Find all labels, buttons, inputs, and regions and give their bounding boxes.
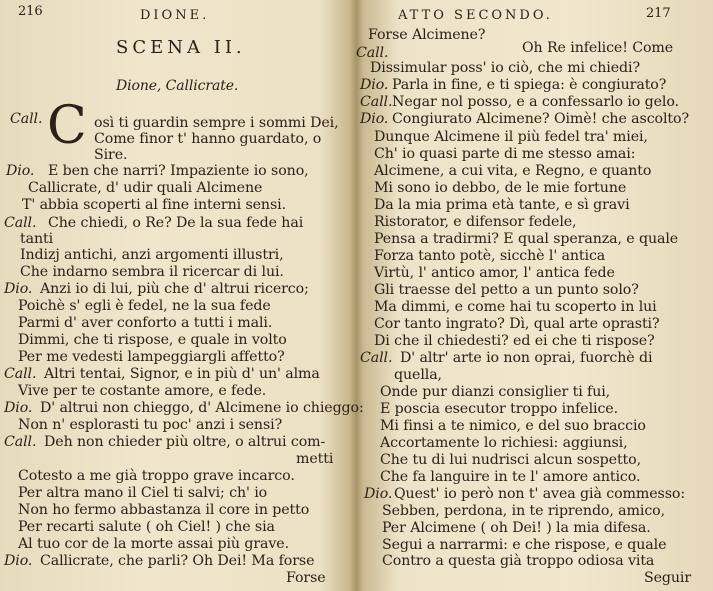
verse-line: Ma dimmi, e come hai tu scoperto in lui	[374, 299, 657, 315]
verse-line: Cotesto a me già troppo grave incarco.	[18, 468, 295, 484]
verse-line: Ristorator, e difensor fedele,	[374, 214, 577, 230]
verse-line: Congiurato Alcimene? Oimè! che ascolto?	[392, 111, 689, 127]
verse-line: Non ho fermo abbastanza il core in petto	[18, 502, 310, 518]
verse-line: Al tuo cor de la morte assai più grave.	[18, 536, 289, 552]
verse-line: Per Alcimene ( oh Dei! ) la mia difesa.	[382, 520, 651, 536]
verse-line: Accortamente lo richiesi: aggiunsi,	[380, 435, 628, 451]
verse-line: Che indarno sembra il ricercar di lui.	[20, 264, 284, 280]
verse-line: Dunque Alcimene il più fedel tra' miei,	[374, 129, 648, 145]
verse-line: Anzi io di lui, più che d' altrui ricerco;	[40, 281, 309, 297]
verse-line: D' altr' arte io non oprai, fuorchè di	[400, 350, 653, 366]
verse-line: Cor tanto ingrato? Dì, qual arte oprasti?	[374, 316, 660, 332]
page-number: 217	[646, 6, 671, 21]
catchword: Seguir	[644, 570, 692, 586]
characters-line: Dione, Callicrate.	[116, 78, 239, 94]
verse-line: Parmi d' aver conforto a tutti i mali.	[18, 315, 273, 331]
verse-line: E ben che narri? Impaziente io sono,	[48, 163, 309, 179]
verse-line: Contro a questa già troppo odiosa vita	[382, 553, 655, 569]
speaker-label: Dio.	[360, 111, 389, 127]
verse-line: Da la mia prima età tante, e sì gravi	[374, 197, 630, 213]
verse-line: Quest' io però non t' avea già commesso:	[394, 486, 685, 502]
page-number: 216	[18, 4, 43, 19]
scene-title: SCENA II.	[116, 37, 246, 58]
verse-line: D' altrui non chieggo, d' Alcimene io chieggo:	[40, 400, 364, 416]
running-head: ATTO SECONDO.	[398, 8, 553, 23]
verse-line: Altri tentai, Signor, e in più d' un' alma	[44, 366, 320, 382]
verse-line: Callicrate, d' udir quali Alcimene	[28, 180, 263, 196]
verse-line: Oh Re infelice! Come	[522, 40, 674, 56]
verse-line: Forza tanto potè, sicchè l' antica	[374, 248, 606, 264]
verse-line: metti	[296, 451, 334, 467]
speaker-label: Dio.	[364, 486, 393, 502]
speaker-label: Call.	[360, 350, 393, 366]
verse-line: Mi finsi a te nimico, e del suo braccio	[380, 418, 646, 434]
speaker-label: Call.	[4, 434, 37, 450]
speaker-label: Call.	[4, 215, 37, 231]
verse-line: Parla in fine, e ti spiega: è congiurato?	[392, 77, 667, 93]
speaker-label: Dio.	[4, 553, 33, 569]
verse-line: Alcimene, a cui vita, e Regno, e quanto	[374, 163, 652, 179]
speaker-label: Call.	[10, 111, 43, 127]
verse-line: Per me vedesti lampeggiargli affetto?	[18, 349, 285, 365]
verse-line: Callicrate, che parli? Oh Dei! Ma forse	[40, 553, 315, 569]
verse-line: Deh non chieder più oltre, o altrui com-	[44, 434, 326, 450]
verse-line: Per altra mano il Ciel ti salvi; ch' io	[18, 485, 268, 501]
verse-line: Vive per te costante amore, e fede.	[18, 383, 267, 399]
verse-line: Che tu di lui nudrisci alcun sospetto,	[380, 452, 642, 468]
right-page	[354, 0, 713, 591]
verse-line: Che chiedi, o Re? De la sua fede hai	[48, 215, 304, 231]
verse-line: Gli traesse del petto a un punto solo?	[374, 282, 639, 298]
verse-line: osì ti guardin sempre i sommi Dei,	[94, 115, 339, 131]
verse-line: Di che il chiedesti? ed ei che ti rispose?	[374, 333, 655, 349]
drop-cap: C	[47, 96, 87, 156]
verse-line: Sire.	[94, 147, 128, 163]
verse-line: Come finor t' hanno guardato, o	[94, 131, 322, 147]
running-head: DIONE.	[140, 8, 210, 23]
verse-line: Forse Alcimene?	[368, 27, 486, 43]
verse-line: Per recarti salute ( oh Ciel! ) che sia	[18, 519, 275, 535]
verse-line: Che fa languire in te l' amore antico.	[380, 469, 641, 485]
speaker-label: Call.	[4, 366, 37, 382]
verse-line: Mi sono io debbo, de le mie fortune	[374, 180, 627, 196]
verse-line: Dissimular poss' io ciò, che mi chiedi?	[370, 60, 640, 76]
verse-line: Non n' esplorasti tu poc' anzi i sensi?	[18, 417, 283, 433]
verse-line: quella,	[394, 367, 442, 383]
speaker-label: Dio.	[4, 281, 33, 297]
verse-line: Segui a narrarmi: e che rispose, e quale	[382, 537, 667, 553]
verse-line: Onde pur dianzi consiglier ti fui,	[380, 384, 611, 400]
speaker-label: Call.	[360, 94, 393, 110]
speaker-label: Dio.	[6, 163, 35, 179]
speaker-label: Dio.	[4, 400, 33, 416]
verse-line: Sebben, perdona, in te riprendo, amico,	[382, 503, 666, 519]
speaker-label: Call.	[356, 45, 389, 61]
verse-line: Virtù, l' antico amor, l' antica fede	[374, 265, 615, 281]
speaker-label: Dio.	[360, 77, 389, 93]
verse-line: tanti	[20, 231, 54, 247]
catchword: Forse	[286, 570, 326, 586]
verse-line: Poichè s' egli è fedel, ne la sua fede	[18, 298, 271, 314]
verse-line: Negar nol posso, e a confessarlo io gelo.	[392, 94, 679, 110]
verse-line: E poscia esecutor troppo infelice.	[380, 401, 619, 417]
verse-line: Dimmi, che ti rispose, e quale in volto	[18, 332, 287, 348]
verse-line: Pensa a tradirmi? E qual speranza, e quale	[374, 231, 679, 247]
verse-line: Ch' io quasi parte di me stesso amai:	[374, 146, 636, 162]
verse-line: Indizj antichi, anzi argomenti illustri,	[20, 247, 284, 263]
verse-line: T' abbia scoperti al fine interni sensi.	[22, 197, 286, 213]
